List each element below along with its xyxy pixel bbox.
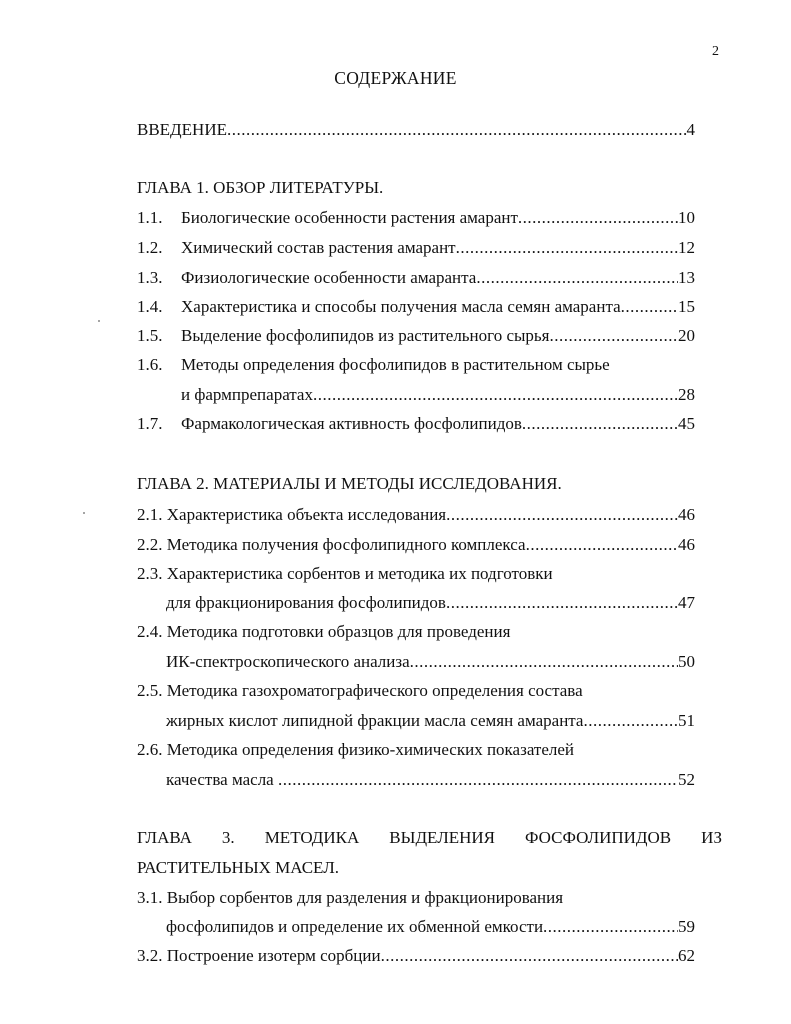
toc-entry-2-5-line1[interactable]: 2.5. Методика газохроматографического определения состава [137,681,583,700]
toc-num: 1.3. [137,268,163,287]
toc-leader [550,326,679,346]
chapter-2-heading: ГЛАВА 2. МАТЕРИАЛЫ И МЕТОДЫ ИССЛЕДОВАНИЯ. [137,474,562,493]
toc-label: 3.2. Построение изотерм сорбции [137,946,381,965]
toc-page: 12 [678,238,695,257]
toc-leader [456,238,678,258]
toc-label: Фармакологическая активность фосфолипидов [181,414,522,433]
toc-label: ВВЕДЕНИЕ [137,120,227,139]
toc-page: 46 [678,535,695,554]
chapter-3-heading [137,828,722,848]
toc-label: Выделение фосфолипидов из растительного сырья [181,326,550,345]
toc-leader [381,946,678,966]
toc-entry-2-6-line1[interactable]: 2.6. Методика определения физико-химических показателей [137,740,575,759]
toc-label: 2.2. Методика получения фосфолипидного комплекса [137,535,526,554]
toc-entry-2-3[interactable] [166,593,695,613]
toc-leader [526,535,678,555]
toc-entry-1-5[interactable] [137,326,695,346]
toc-entry-1-3[interactable] [137,268,695,288]
toc-entry-2-4[interactable] [166,652,695,672]
toc-page: 45 [678,414,695,433]
toc-entry-1-1[interactable] [137,208,695,228]
toc-entry-2-2[interactable] [137,535,695,555]
scan-speck [98,320,100,322]
toc-leader [278,770,678,790]
toc-label-cont: качества масла [166,770,278,789]
page-title: СОДЕРЖАНИЕ [334,68,457,88]
toc-leader [583,711,678,731]
toc-leader [543,917,678,937]
heading-word: ГЛАВА [137,828,192,847]
toc-entry-2-3-line1[interactable]: 2.3. Характеристика сорбентов и методика их подготовки [137,564,553,583]
toc-page: 51 [678,711,695,730]
toc-leader [410,652,678,672]
toc-entry-1-2[interactable] [137,238,695,258]
toc-label-cont: фосфолипидов и определение их обменной емкости [166,917,544,936]
toc-leader [446,505,678,525]
toc-page: 15 [678,297,695,316]
toc-entry-3-2[interactable] [137,946,695,966]
toc-label: Биологические особенности растения амарант [181,208,518,227]
toc-page: 10 [678,208,695,227]
toc-page: 20 [678,326,695,345]
toc-page: 28 [678,385,695,404]
heading-word: ИЗ [701,828,722,847]
toc-page: 50 [678,652,695,671]
toc-num: 1.2. [137,238,163,257]
toc-label: Химический состав растения амарант [181,238,456,257]
toc-page: 47 [678,593,695,612]
heading-word: ФОСФОЛИПИДОВ [525,828,672,847]
toc-leader [446,593,678,613]
toc-page: 46 [678,505,695,524]
toc-entry-1-7[interactable] [137,414,695,434]
toc-label-cont: для фракционирования фосфолипидов [166,593,446,612]
chapter-3-heading-line2: РАСТИТЕЛЬНЫХ МАСЕЛ. [137,858,339,877]
page-number: 2 [712,44,719,59]
toc-label: 2.1. Характеристика объекта исследования [137,505,447,524]
toc-page: 13 [678,268,695,287]
toc-num: 1.7. [137,414,163,433]
scan-speck [83,512,85,514]
toc-leader [621,297,678,317]
toc-leader [522,414,678,434]
heading-word: 3. [221,828,235,847]
toc-label: Физиологические особенности амаранта [181,268,477,287]
toc-entry-2-6[interactable] [166,770,695,790]
heading-word: МЕТОДИКА [264,828,360,847]
toc-label-cont: ИК-спектроскопического анализа [166,652,410,671]
heading-word: ВЫДЕЛЕНИЯ [389,828,496,847]
toc-label: Методы определения фосфолипидов в растительном сырье [181,355,610,374]
toc-page: 52 [678,770,695,789]
toc-num: 1.5. [137,326,163,345]
toc-leader [476,268,678,288]
toc-entry-1-6-line1[interactable] [137,355,610,375]
toc-num: 1.4. [137,297,163,316]
toc-entry-1-6[interactable] [181,385,695,405]
toc-leader [518,208,678,228]
toc-entry-2-5[interactable] [166,711,695,731]
toc-page: 59 [678,917,695,936]
toc-entry-2-1[interactable] [137,505,695,525]
toc-num: 1.6. [137,355,163,374]
toc-num: 1.1. [137,208,163,227]
toc-page: 4 [686,120,695,139]
toc-label-cont: и фармпрепаратах [181,385,313,404]
chapter-1-heading: ГЛАВА 1. ОБЗОР ЛИТЕРАТУРЫ. [137,178,384,197]
toc-entry-3-1-line1[interactable]: 3.1. Выбор сорбентов для разделения и фракционирования [137,888,564,907]
toc-entry-2-4-line1[interactable]: 2.4. Методика подготовки образцов для проведения [137,622,511,641]
toc-entry-1-4[interactable] [137,297,695,317]
toc-label-cont: жирных кислот липидной фракции масла семян амаранта [166,711,584,730]
toc-entry-intro[interactable] [137,120,695,140]
toc-label: Характеристика и способы получения масла семян амаранта [181,297,621,316]
toc-page: 62 [678,946,695,965]
toc-leader [227,120,687,140]
toc-leader [313,385,678,405]
toc-entry-3-1[interactable] [166,917,695,937]
